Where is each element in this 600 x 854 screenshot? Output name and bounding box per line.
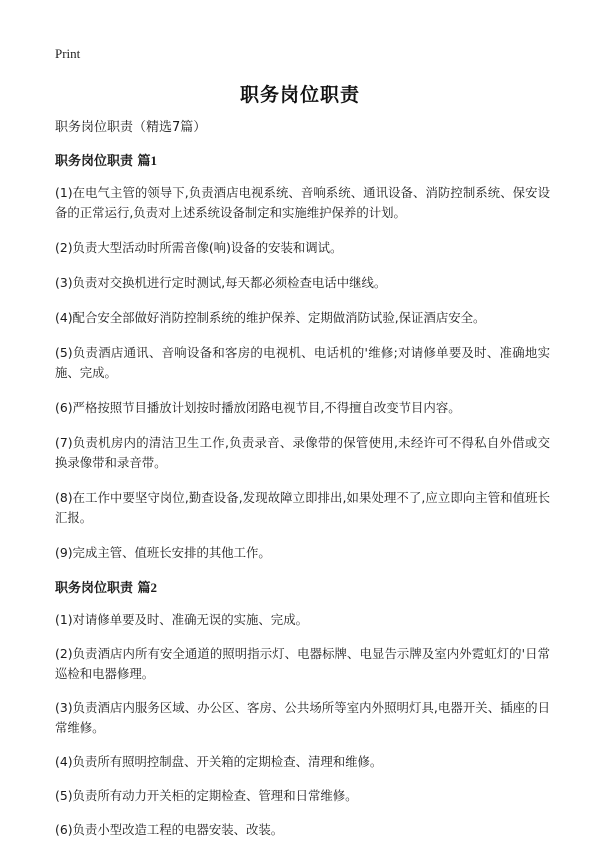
section-heading-text: 职务岗位职责 篇 (55, 581, 151, 596)
list-item: (4)配合安全部做好消防控制系统的维护保养、定期做消防试验,保证酒店安全。 (55, 310, 486, 325)
list-item: (1)在电气主管的领导下,负责酒店电视系统、音响系统、通讯设备、消防控制系统、保安设备的正常运行,负责对上述系统设备制定和实施维护保养的计划。 (55, 185, 550, 220)
list-item: (2)负责酒店内所有安全通道的照明指示灯、电器标牌、电显告示牌及室内外霓虹灯的'日常巡检和电器修理。 (55, 646, 550, 681)
section-heading-number: 2 (150, 580, 158, 595)
document-subtitle: 职务岗位职责（精选7篇） (55, 120, 207, 135)
section-heading (55, 151, 550, 172)
list-item: (1)对请修单要及时、准确无误的实施、完成。 (55, 612, 308, 627)
section-1 (55, 151, 550, 563)
section-2 (55, 578, 550, 840)
list-item: (6)严格按照节目播放计划按时播放闭路电视节目,不得擅自改变节目内容。 (55, 400, 461, 415)
list-item: (5)负责所有动力开关柜的定期检查、管理和日常维修。 (55, 788, 358, 803)
list-item: (2)负责大型活动时所需音像(响)设备的安装和调试。 (55, 240, 343, 255)
list-item: (5)负责酒店通讯、音响设备和客房的电视机、电话机的'维修;对请修单要及时、准确地实施、完成。 (55, 345, 550, 380)
list-item: (3)负责对交换机进行定时测试,每天都必须检查电话中继线。 (55, 275, 387, 290)
list-item: (6)负责小型改造工程的电器安装、改装。 (55, 822, 284, 837)
section-heading-number: 1 (150, 153, 158, 168)
list-item: (3)负责酒店内服务区域、办公区、客房、公共场所等室内外照明灯具,电器开关、插座的日常维修。 (55, 700, 550, 735)
section-heading-text: 职务岗位职责 篇 (55, 154, 151, 169)
print-label: Print (55, 46, 81, 61)
document-body (55, 118, 550, 854)
page-title: 职务岗位职责 (239, 84, 360, 106)
list-item: (4)负责所有照明控制盘、开关箱的定期检查、清理和维修。 (55, 754, 383, 769)
list-item: (8)在工作中要坚守岗位,勤查设备,发现故障立即排出,如果处理不了,应立即向主管和值班长汇报。 (55, 490, 550, 525)
list-item: (7)负责机房内的清洁卫生工作,负责录音、录像带的保管使用,未经许可不得私自外借或交换录像带和录音带。 (55, 435, 550, 470)
section-heading (55, 578, 550, 599)
list-item: (9)完成主管、值班长安排的其他工作。 (55, 545, 271, 560)
